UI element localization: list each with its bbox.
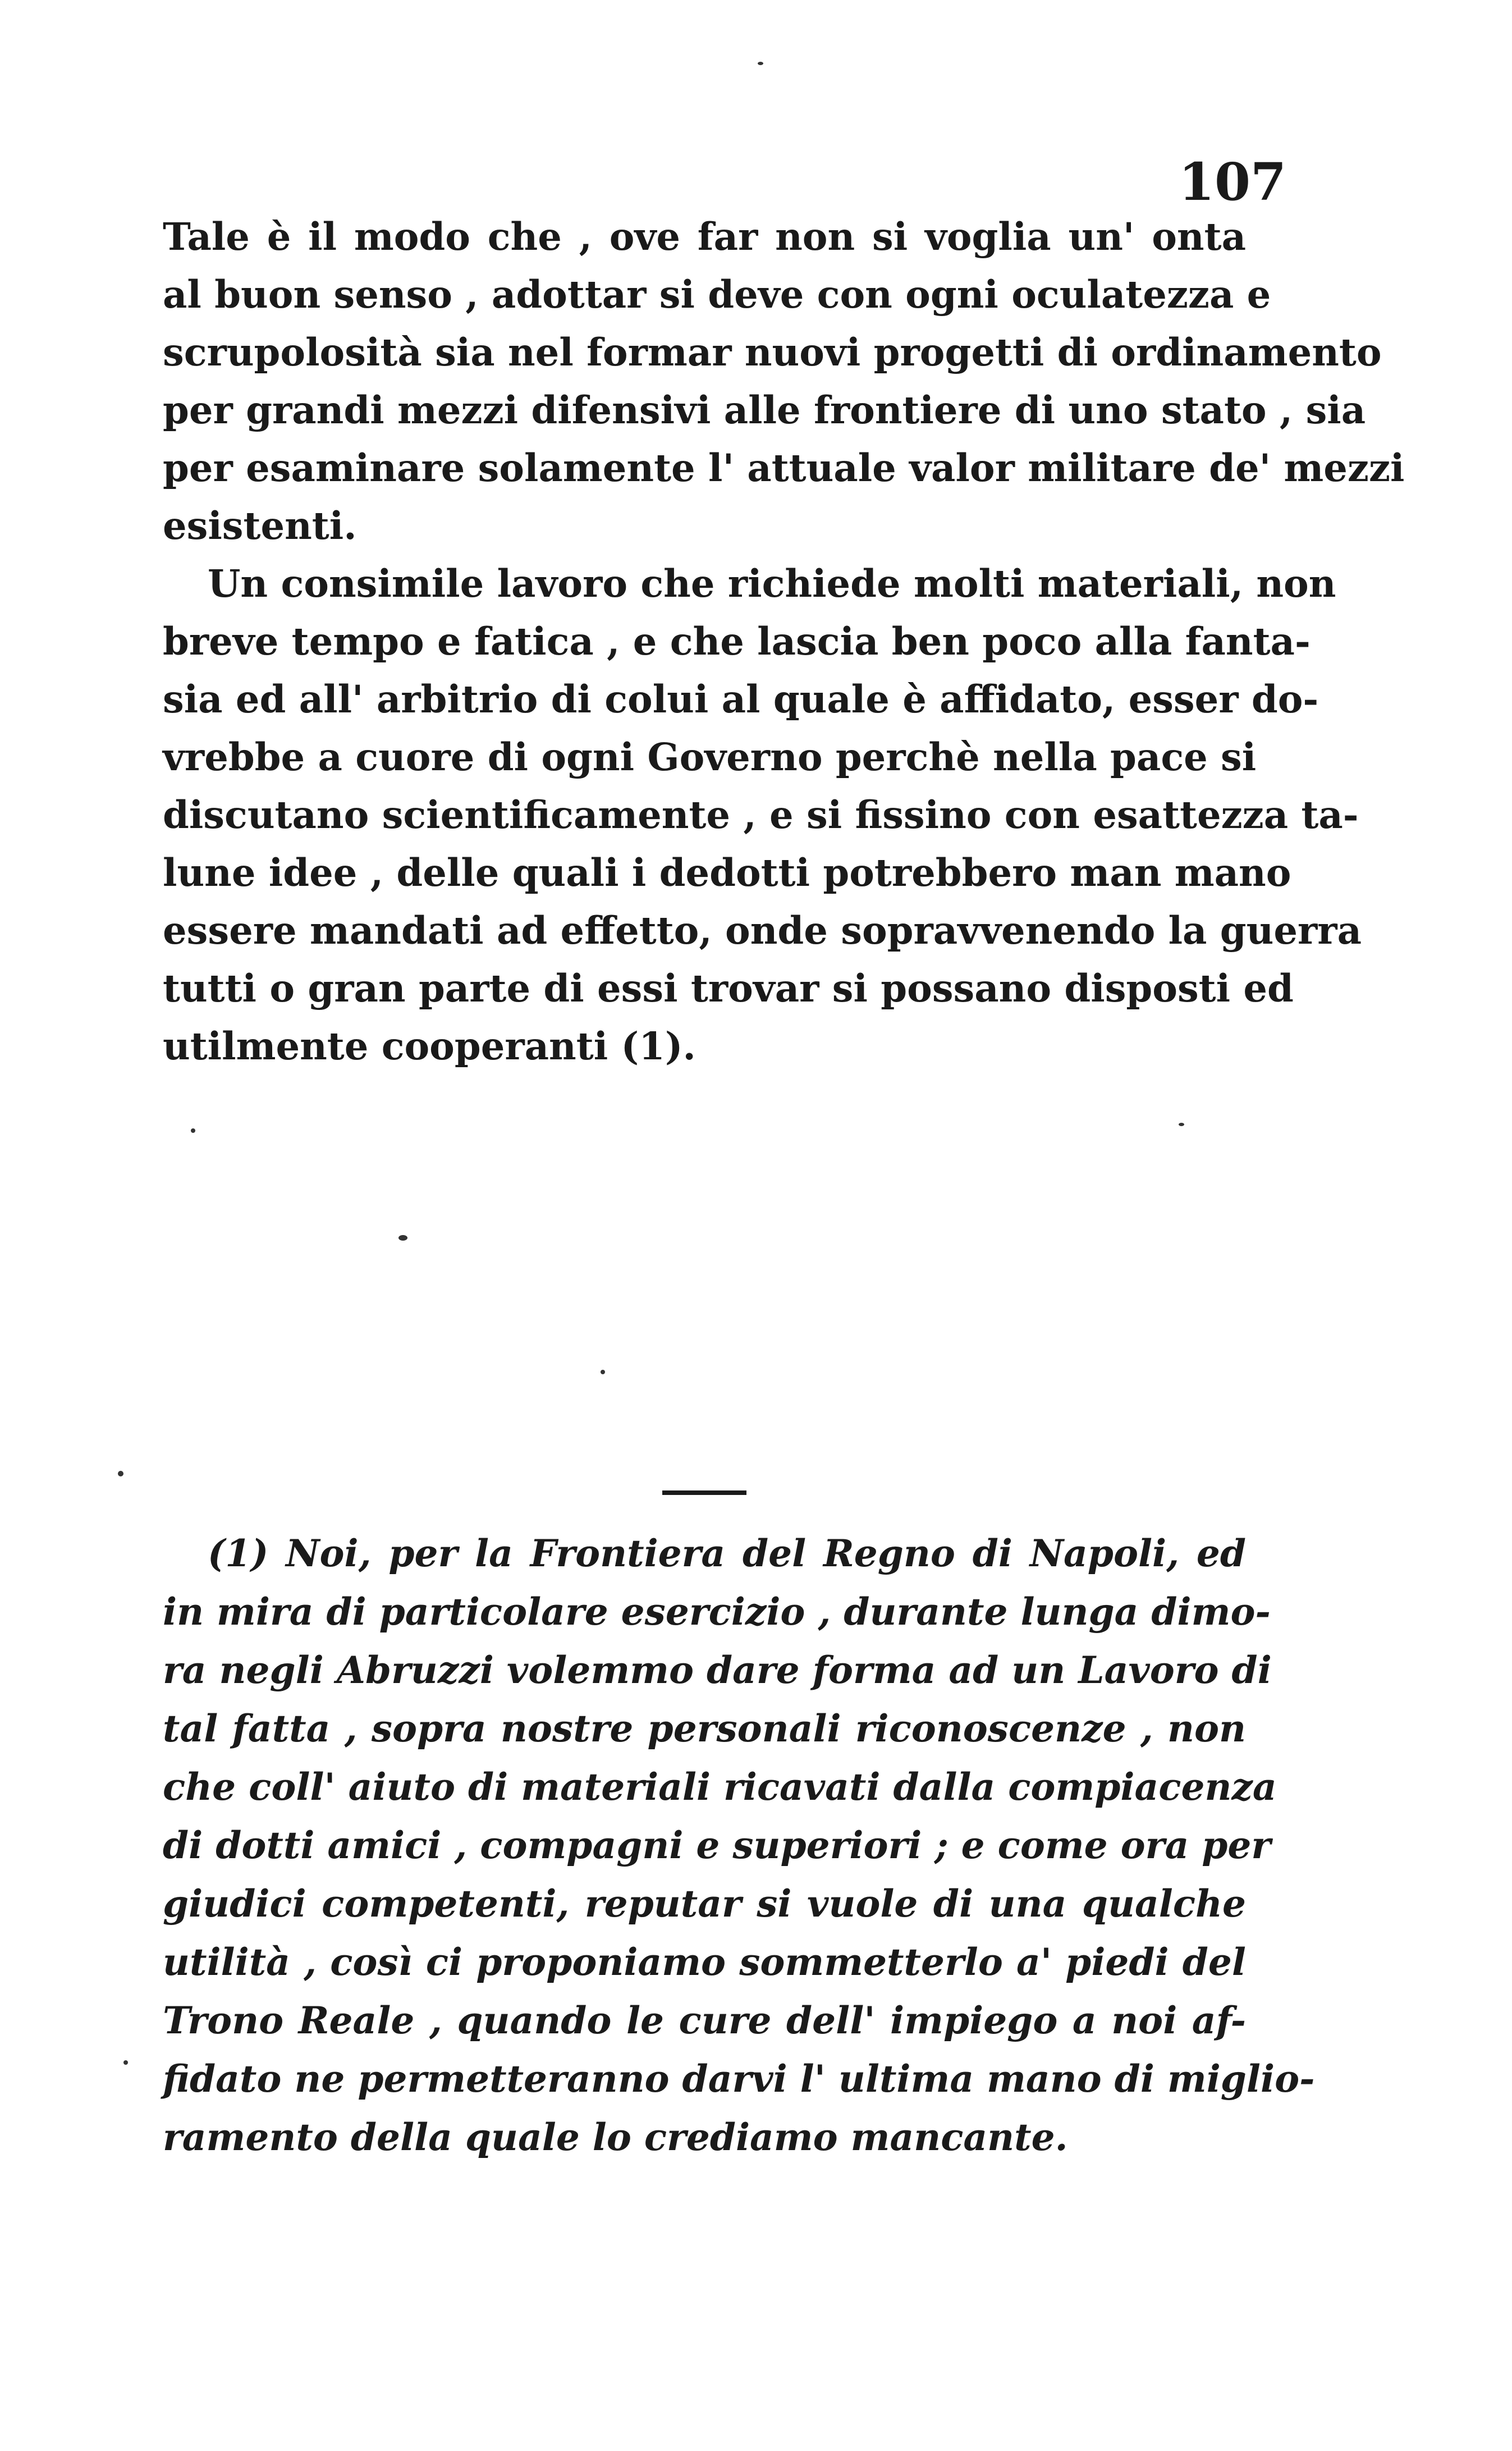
text-line: esistenti.: [163, 504, 357, 548]
text-line: vrebbe a cuore di ogni Governo perchè nella pace si: [163, 735, 1257, 779]
ink-speck: [601, 1370, 605, 1374]
text-line: utilmente cooperanti (1).: [163, 1024, 696, 1068]
footnote-line: in mira di particolare esercizio , durante lunga dimo-: [163, 1590, 1271, 1634]
footnote-line: ra negli Abruzzi volemmo dare forma ad un Lavoro di: [163, 1648, 1272, 1692]
text-line: breve tempo e fatica , e che lascia ben poco alla fanta-: [163, 619, 1311, 664]
page-number: 107: [1179, 152, 1287, 212]
footnote-line: (1) Noi, per la Frontiera del Regno di Napoli, ed: [208, 1531, 1246, 1575]
text-line: per grandi mezzi difensivi alle frontiere di uno stato , sia: [163, 388, 1366, 432]
text-line: discutano scientificamente , e si fissino con esattezza ta-: [163, 793, 1359, 837]
footnote-line: Trono Reale , quando le cure dell' impiego a noi af-: [163, 1999, 1246, 2042]
footnote-divider: [662, 1490, 746, 1495]
main-text: [163, 208, 1405, 1075]
ink-speck: [398, 1235, 407, 1241]
footnote-line: giudici competenti, reputar si vuole di una qualche: [163, 1882, 1246, 1926]
footnote: [163, 1524, 1315, 2166]
text-line: sia ed all' arbitrio di colui al quale è affidato, esser do-: [163, 677, 1319, 721]
footnote-line: fidato ne permetteranno darvi l' ultima mano di miglio-: [163, 2057, 1315, 2101]
text-line: per esaminare solamente l' attuale valor militare de' mezzi: [163, 446, 1405, 490]
paragraph-1: [163, 208, 1405, 555]
ink-speck: [191, 1128, 195, 1133]
footnote-line: di dotti amici , compagni e superiori ; e come ora per: [163, 1823, 1271, 1867]
text-line: al buon senso , adottar si deve con ogni oculatezza e: [163, 272, 1271, 317]
ink-speck: [758, 62, 763, 65]
text-line: essere mandati ad effetto, onde sopravvenendo la guerra: [163, 908, 1362, 953]
paragraph-2: [163, 555, 1362, 1075]
ink-speck: [1179, 1123, 1184, 1126]
ink-speck: [118, 1471, 123, 1476]
footnote-line: ramento della quale lo crediamo mancante.: [163, 2115, 1068, 2159]
footnote-line: tal fatta , sopra nostre personali riconoscenze , non: [163, 1707, 1246, 1750]
text-line: tutti o gran parte di essi trovar si possano disposti ed: [163, 966, 1294, 1010]
text-line: lune idee , delle quali i dedotti potrebbero man mano: [163, 850, 1291, 895]
ink-speck: [123, 2060, 128, 2065]
text-line: Tale è il modo che , ove far non si voglia un' onta: [163, 214, 1246, 259]
footnote-line: utilità , così ci proponiamo sommetterlo a' piedi del: [163, 1940, 1246, 1984]
text-line: Un consimile lavoro che richiede molti materiali, non: [208, 561, 1336, 606]
footnote-line: che coll' aiuto di materiali ricavati dalla compiacenza: [163, 1765, 1277, 1809]
text-line: scrupolosità sia nel formar nuovi progetti di ordinamento: [163, 330, 1382, 374]
